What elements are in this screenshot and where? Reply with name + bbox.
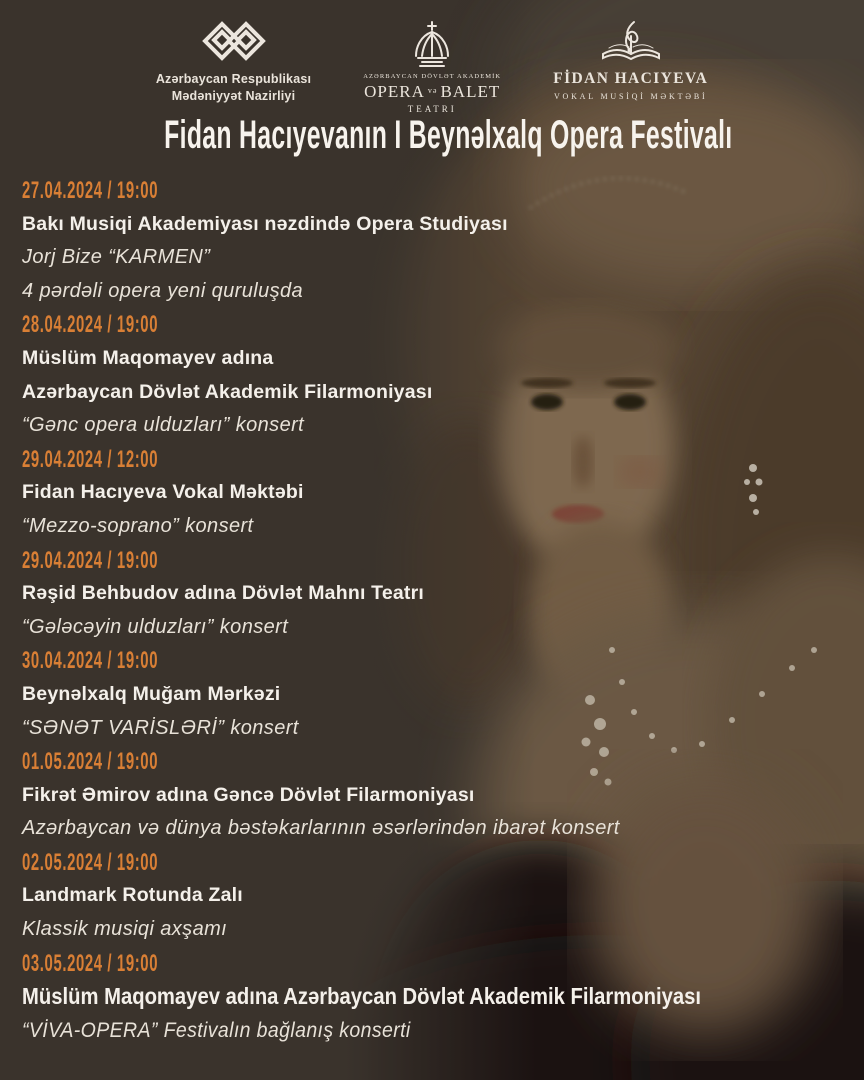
opera-balet-logo [363,20,501,114]
event-block [22,308,852,442]
opera-balet-sub: TEATRI [407,104,457,114]
book-clef-icon [599,20,663,64]
event-datetime: 29.04.2024 / 19:00 [22,546,159,574]
event-detail: “Gələcəyin ulduzları” konsert [22,615,289,638]
event-block [22,443,852,544]
event-venue: Müslüm Maqomayev adına [22,346,274,369]
event-datetime: 28.04.2024 / 19:00 [22,311,159,339]
event-block [22,846,852,947]
page-title: Fidan Hacıyevanın I Beynəlxalq Opera Festivalı [164,113,733,157]
crown-icon [410,20,454,70]
event-venue: Beynəlxalq Muğam Mərkəzi [22,682,281,705]
event-detail: Jorj Bize “KARMEN” [22,246,211,269]
opera-word: OPERA [364,82,425,101]
event-venue: Landmark Rotunda Zalı [22,884,243,907]
logo-row [0,20,864,114]
knot-icon [201,20,267,66]
opera-balet-top-caption: AZƏRBAYCAN DÖVLƏT AKADEMİK [363,73,502,80]
event-venue: Fikrət Əmirov adına Gəncə Dövlət Filarmoniyası [22,783,475,806]
event-detail: “SƏNƏT VARİSLƏRİ” konsert [22,716,299,739]
event-venue: Bakı Musiqi Akademiyası nəzdində Opera Studiyası [22,212,508,235]
event-datetime: 01.05.2024 / 19:00 [22,748,159,776]
event-detail: “Gənc opera ulduzları” konsert [22,414,305,437]
vocal-school-name: FİDAN HACIYEVA [553,70,709,87]
ministry-logo [156,20,311,105]
event-datetime: 03.05.2024 / 19:00 [22,949,159,977]
event-datetime: 27.04.2024 / 19:00 [22,177,159,204]
event-detail: Azərbaycan və dünya bəstəkarlarının əsərlərindən ibarət konsert [22,817,620,840]
vocal-school-sub: VOKAL MUSİQİ MƏKTƏBİ [553,92,708,101]
event-datetime: 29.04.2024 / 12:00 [22,445,159,473]
event-datetime: 30.04.2024 / 19:00 [22,647,159,675]
ve-word: və [427,86,438,95]
event-detail: “VİVA-OPERA” Festivalın bağlanış konserti [22,1018,411,1042]
event-block [22,644,852,745]
event-detail: “Mezzo-soprano” konsert [22,514,254,537]
event-venue: Müslüm Maqomayev adına Azərbaycan Dövlət Akademik Filarmoniyası [22,983,702,1010]
event-block [22,745,852,846]
event-venue: Rəşid Behbudov adına Dövlət Mahnı Teatrı [22,582,425,605]
event-venue: Fidan Hacıyeva Vokal Məktəbi [22,481,304,504]
ministry-name-line2: Mədəniyyət Nazirliyi [171,88,296,103]
vocal-school-logo [553,20,708,101]
event-block [22,174,852,308]
event-datetime: 02.05.2024 / 19:00 [22,848,159,876]
balet-word: BALET [440,82,501,101]
ministry-name-line1: Azərbaycan Respublikası [155,72,312,86]
opera-balet-name [364,82,500,102]
event-block [22,947,852,1048]
event-detail: Klassik musiqi axşamı [22,918,228,941]
event-block [22,544,852,645]
event-list [22,174,852,1047]
event-detail: 4 pərdəli opera yeni quruluşda [22,279,304,302]
event-venue: Azərbaycan Dövlət Akademik Filarmoniyası [22,380,433,403]
